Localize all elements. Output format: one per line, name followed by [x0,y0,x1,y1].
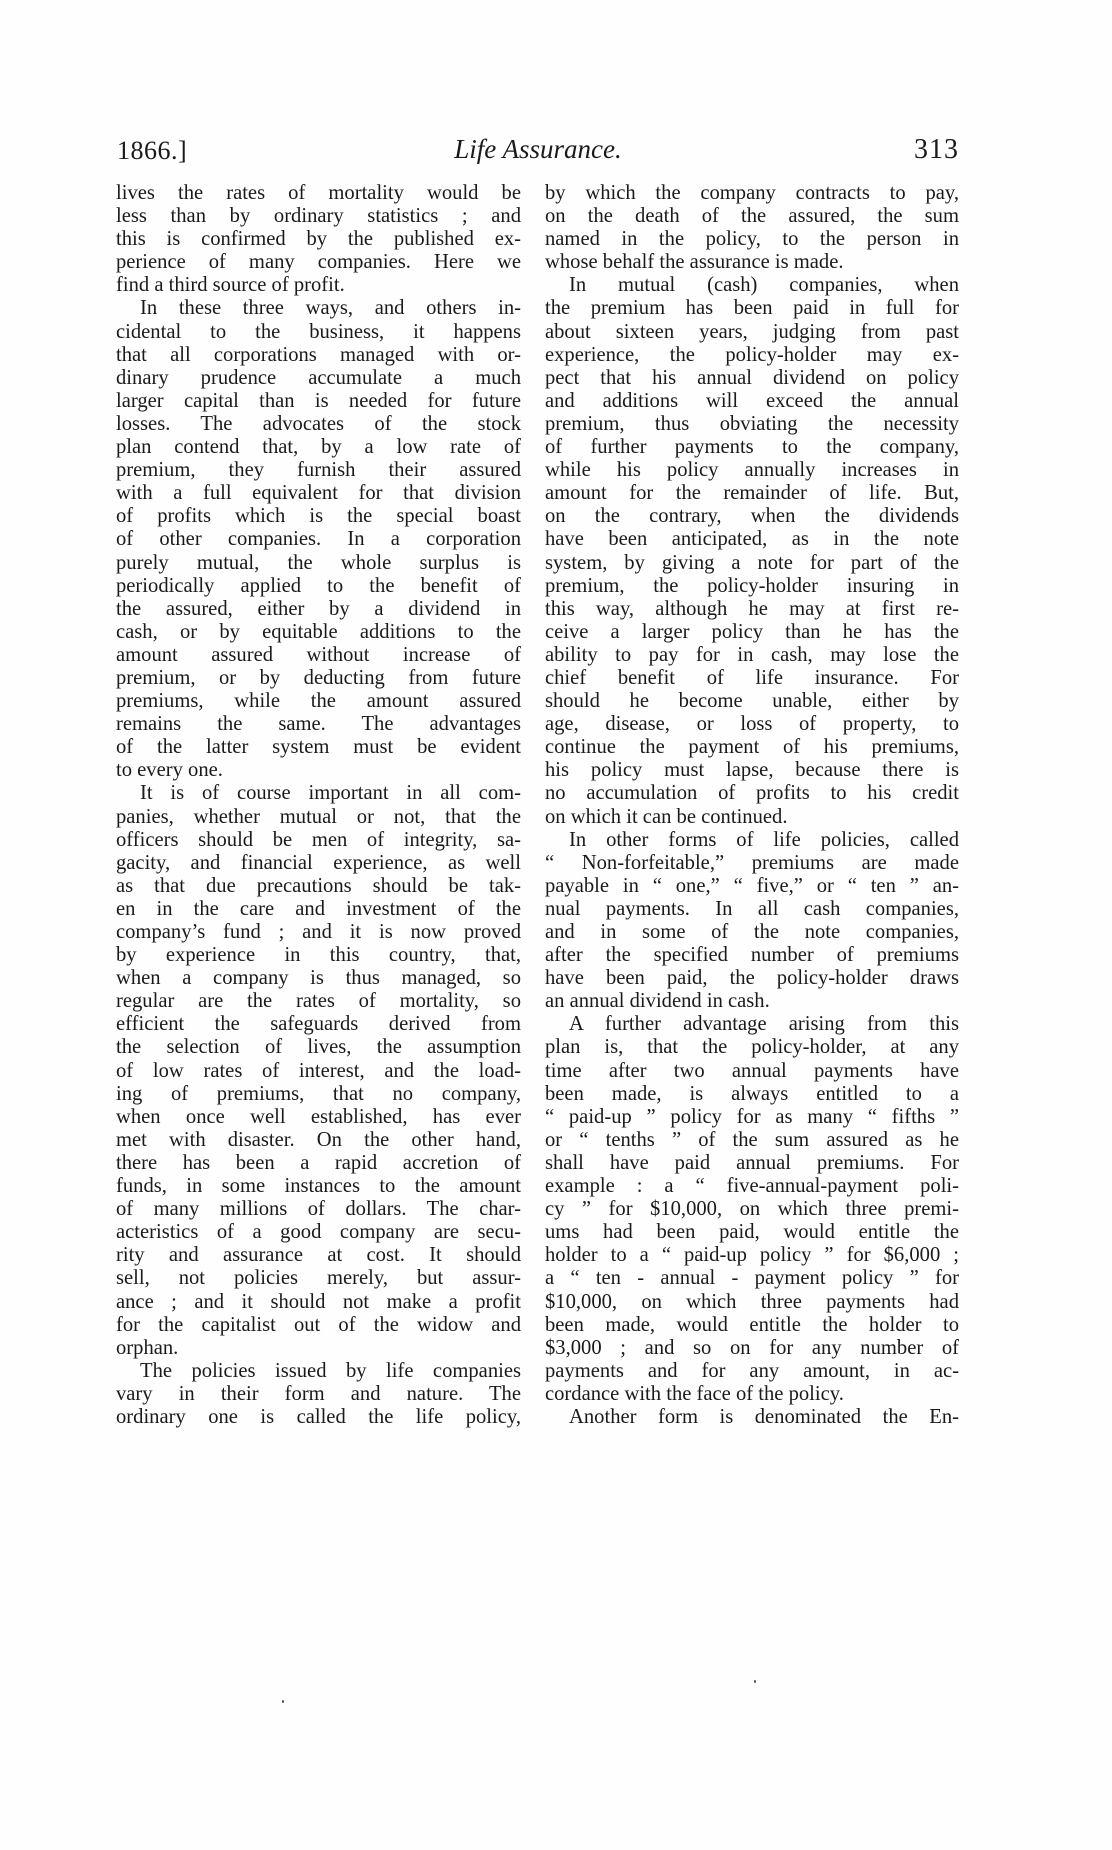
paragraph [116,782,521,1359]
text-line: there has been a rapid accretion of [116,1151,521,1174]
text-line: payable in “ one,” “ five,” or “ ten ” an- [545,874,959,897]
text-line: In mutual (cash) companies, when [569,274,959,297]
text-line: when once well established, has ever [116,1105,521,1128]
text-line: regular are the rates of mortality, so [116,990,521,1013]
scan-speck [282,1700,284,1703]
text-line: named in the policy, to the person in [545,228,959,251]
text-line: while his policy annually increases in [545,459,959,482]
paragraph [116,297,521,782]
text-line: have been anticipated, as in the note [545,528,959,551]
text-line: payments and for any amount, in ac- [545,1359,959,1382]
text-line: with a full equivalent for that division [116,482,521,505]
text-line: premiums, while the amount assured [116,690,521,713]
text-line: Another form is denominated the En- [569,1405,959,1428]
text-line: the selection of lives, the assumption [116,1036,521,1059]
text-line: “ Non-forfeitable,” premiums are made [545,851,959,874]
text-line: perience of many companies. Here we [116,251,521,274]
running-head [117,134,959,168]
text-line: shall have paid annual premiums. For [545,1151,959,1174]
text-line: the assured, either by a dividend in [116,597,521,620]
text-line: met with disaster. On the other hand, [116,1128,521,1151]
text-line: funds, in some instances to the amount [116,1175,521,1198]
text-line: after the specified number of premiums [545,944,959,967]
text-line: been made, would entitle the holder to [545,1313,959,1336]
text-line: of low rates of interest, and the load- [116,1059,521,1082]
header-title: Life Assurance. [454,134,622,164]
header-year: 1866.] [117,136,188,165]
right-text-column [545,182,959,1429]
text-line: acteristics of a good company are secu- [116,1221,521,1244]
text-line: losses. The advocates of the stock [116,412,521,435]
text-line: premium, thus obviating the necessity [545,412,959,435]
text-line: remains the same. The advantages [116,713,521,736]
text-line: plan contend that, by a low rate of [116,436,521,459]
text-line: ance ; and it should not make a profit [116,1290,521,1313]
text-line: example : a “ five-annual-payment poli- [545,1175,959,1198]
text-line: time after two annual payments have [545,1059,959,1082]
text-line: premium, or by deducting from future [116,666,521,689]
text-line: premium, they furnish their assured [116,459,521,482]
text-line: company’s fund ; and it is now proved [116,921,521,943]
text-line: chief benefit of life insurance. For [545,666,959,689]
text-line: It is of course important in all com- [140,782,521,805]
text-line: an annual dividend in cash. [545,990,770,1013]
text-line: continue the payment of his premiums, [545,736,959,759]
text-line: no accumulation of profits to his credit [545,782,959,805]
paragraph [545,1406,959,1429]
text-line: cy ” for $10,000, on which three premi- [545,1198,959,1221]
text-line: larger capital than is needed for future [116,389,521,412]
text-line: “ paid-up ” policy for as many “ fifths ” [545,1105,959,1128]
text-line: whose behalf the assurance is made. [545,251,844,274]
text-line: have been paid, the policy-holder draws [545,967,959,990]
text-line: dinary prudence accumulate a much [116,366,521,389]
text-line: find a third source of profit. [116,274,345,297]
paragraph [116,1360,521,1429]
text-line: by which the company contracts to pay, [545,182,959,204]
text-line: sell, not policies merely, but assur- [116,1267,521,1290]
text-line: ums had been paid, would entitle the [545,1221,959,1244]
paragraph [545,829,959,1014]
text-line: less than by ordinary statistics ; and [116,205,521,228]
text-line: A further advantage arising from this [569,1013,959,1036]
text-line: en in the care and investment of the [116,897,521,920]
paragraph [116,182,521,297]
text-line: rity and assurance at cost. It should [116,1244,521,1267]
text-line: vary in their form and nature. The [116,1382,521,1405]
text-line: purely mutual, the whole surplus is [116,551,521,574]
text-line: for the capitalist out of the widow and [116,1313,521,1336]
text-line: been made, is always entitled to a [545,1082,959,1105]
paragraph [545,274,959,828]
left-text-column [116,182,521,1429]
text-line: gacity, and financial experience, as well [116,851,521,874]
text-line: on which it can be continued. [545,805,788,828]
page-number: 313 [914,134,959,165]
text-line: by experience in this country, that, [116,944,521,967]
text-line: periodically applied to the benefit of [116,574,521,597]
text-line: about sixteen years, judging from past [545,320,959,343]
scan-speck [754,1680,756,1683]
text-line: and in some of the note companies, [545,921,959,943]
text-line: when a company is thus managed, so [116,967,521,990]
text-line: nual payments. In all cash companies, [545,897,959,920]
text-line: or “ tenths ” of the sum assured as he [545,1128,959,1151]
text-line: this is confirmed by the published ex- [116,228,521,251]
text-line: amount for the remainder of life. But, [545,482,959,505]
text-line: ordinary one is called the life policy, [116,1405,521,1428]
text-line: orphan. [116,1336,179,1359]
text-line: cordance with the face of the policy. [545,1382,844,1405]
text-line: amount assured without increase of [116,643,521,666]
text-line: holder to a “ paid-up policy ” for $6,000 ; [545,1244,959,1267]
text-line: that all corporations managed with or- [116,343,521,366]
text-line: of other companies. In a corporation [116,528,521,551]
text-line: his policy must lapse, because there is [545,759,959,782]
text-line: pect that his annual dividend on policy [545,366,959,389]
text-line: In other forms of life policies, called [569,828,959,851]
text-line: In these three ways, and others in- [140,297,521,320]
text-line: the premium has been paid in full for [545,297,959,320]
text-line: should he become unable, either by [545,690,959,713]
text-line: as that due precautions should be tak- [116,874,521,897]
text-line: a “ ten - annual - payment policy ” for [545,1267,959,1290]
text-line: of the latter system must be evident [116,736,521,759]
text-line: ability to pay for in cash, may lose the [545,643,959,666]
text-line: this way, although he may at first re- [545,597,959,620]
text-line: efficient the safeguards derived from [116,1013,521,1036]
text-line: $10,000, on which three payments had [545,1290,959,1313]
text-line: and additions will exceed the annual [545,389,959,412]
text-line: plan is, that the policy-holder, at any [545,1036,959,1059]
text-line: ing of premiums, that no company, [116,1082,521,1105]
text-line: officers should be men of integrity, sa- [116,828,521,851]
text-line: to every one. [116,759,223,782]
text-line: The policies issued by life companies [140,1359,521,1382]
text-line: cash, or by equitable additions to the [116,620,521,643]
paragraph [545,1013,959,1406]
text-line: premium, the policy-holder insuring in [545,574,959,597]
text-line: of many millions of dollars. The char- [116,1198,521,1221]
text-line: cidental to the business, it happens [116,320,521,343]
text-line: on the death of the assured, the sum [545,205,959,228]
text-line: experience, the policy-holder may ex- [545,343,959,366]
text-line: on the contrary, when the dividends [545,505,959,528]
text-line: ceive a larger policy than he has the [545,620,959,643]
text-line: of profits which is the special boast [116,505,521,528]
text-line: system, by giving a note for part of the [545,551,959,574]
text-line: $3,000 ; and so on for any number of [545,1336,959,1359]
text-line: lives the rates of mortality would be [116,182,521,204]
text-line: of further payments to the company, [545,436,959,459]
text-line: age, disease, or loss of property, to [545,713,959,736]
text-line: panies, whether mutual or not, that the [116,805,521,828]
paragraph [545,182,959,274]
